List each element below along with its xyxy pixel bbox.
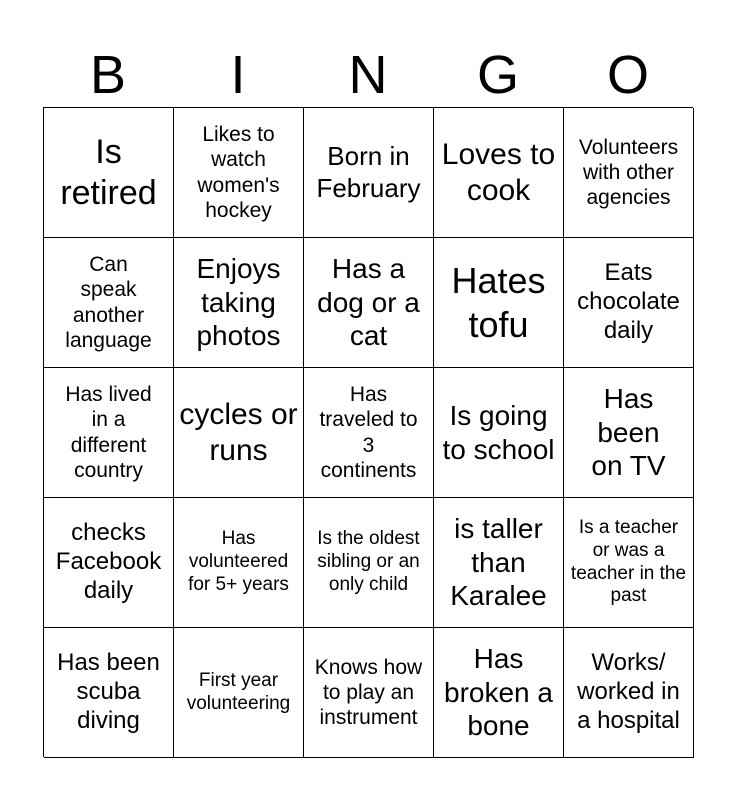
cell-text: Born in February: [316, 141, 421, 203]
bingo-cell[interactable]: [434, 368, 564, 498]
bingo-cell[interactable]: [564, 628, 694, 758]
bingo-cell[interactable]: [304, 498, 434, 628]
cell-text: Works/ worked in a hospital: [577, 649, 680, 734]
cell-text: Has volunteered for 5+ years: [188, 528, 289, 595]
bingo-cell[interactable]: [174, 108, 304, 238]
cell-text: Has a dog or a cat: [317, 253, 420, 352]
bingo-cell[interactable]: [174, 628, 304, 758]
cell-text: Loves to cook: [441, 137, 556, 207]
cell-text: Has been on TV: [591, 383, 666, 482]
cell-text: Can speak another language: [65, 253, 152, 352]
cell-text: cycles or runs: [179, 397, 298, 467]
bingo-cell[interactable]: [304, 628, 434, 758]
cell-text: Is the oldest sibling or an only child: [317, 528, 420, 595]
cell-text: Is a teacher or was a teacher in the past: [570, 516, 687, 607]
cell-text: Is retired: [60, 132, 157, 212]
cell-text: Has been scuba diving: [57, 649, 160, 734]
cell-text: Volunteers with other agencies: [578, 135, 679, 210]
cell-text: Eats chocolate daily: [577, 259, 680, 344]
cell-text: Knows how to play an instrument: [314, 655, 423, 730]
bingo-cell[interactable]: [174, 498, 304, 628]
bingo-cell[interactable]: [564, 238, 694, 368]
bingo-cell[interactable]: [304, 238, 434, 368]
bingo-cell[interactable]: [564, 368, 694, 498]
bingo-cell[interactable]: [434, 628, 564, 758]
bingo-cell[interactable]: [564, 498, 694, 628]
cell-text: Enjoys taking photos: [196, 253, 281, 352]
bingo-cell[interactable]: [44, 368, 174, 498]
bingo-cell[interactable]: [44, 238, 174, 368]
header-letter-g: G: [476, 45, 519, 105]
cell-text: First year volunteering: [186, 669, 291, 714]
header-letter-n: N: [348, 45, 388, 105]
bingo-cell[interactable]: [304, 108, 434, 238]
cell-text: Has broken a bone: [444, 643, 553, 742]
cell-text: Hates tofu: [451, 260, 546, 345]
cell-text: Has lived in a different country: [65, 383, 152, 482]
cell-text: checks Facebook daily: [55, 519, 162, 604]
header-letter-o: O: [606, 45, 649, 105]
header-letter-i: I: [230, 45, 246, 105]
bingo-cell[interactable]: [434, 108, 564, 238]
cell-text: Is going to school: [442, 399, 555, 465]
bingo-cell[interactable]: [44, 498, 174, 628]
bingo-cell[interactable]: [564, 108, 694, 238]
bingo-cell[interactable]: [44, 108, 174, 238]
bingo-cell[interactable]: [434, 238, 564, 368]
cell-text: is taller than Karalee: [450, 513, 547, 612]
header-letter-b: B: [89, 45, 127, 105]
cell-text: Has traveled to 3 continents: [319, 383, 418, 482]
bingo-cell[interactable]: [434, 498, 564, 628]
cell-text: Likes to watch women's hockey: [197, 123, 280, 222]
bingo-cell[interactable]: [174, 368, 304, 498]
bingo-cell[interactable]: [44, 628, 174, 758]
bingo-cell[interactable]: [174, 238, 304, 368]
bingo-board: [43, 107, 693, 757]
bingo-cell[interactable]: [304, 368, 434, 498]
bingo-header: [43, 46, 693, 104]
